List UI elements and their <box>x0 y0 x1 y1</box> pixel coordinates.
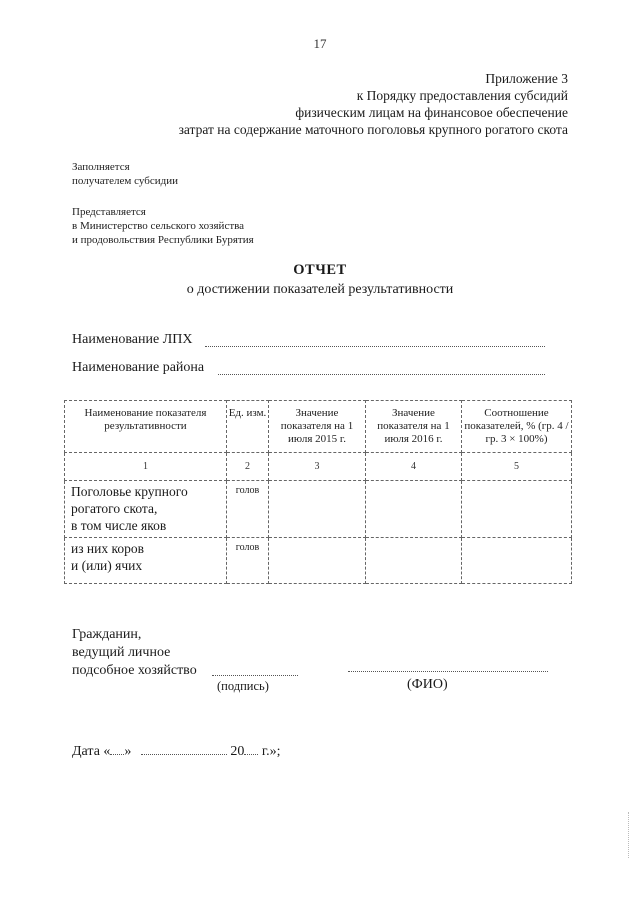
indicator-name-cell: Поголовье крупного рогатого скота, в том числе яков <box>65 481 227 538</box>
full-name-caption: (ФИО) <box>407 677 448 692</box>
signature-line-3: подсобное хозяйство <box>72 663 197 678</box>
column-number: 2 <box>227 453 269 481</box>
date-quote-close: » <box>124 744 132 759</box>
table-row <box>65 538 572 584</box>
signature-field[interactable] <box>212 675 298 676</box>
signature-block <box>72 626 197 680</box>
lph-name-label: Наименование ЛПХ <box>72 332 193 347</box>
ratio-cell[interactable] <box>462 481 572 538</box>
signature-caption: (подпись) <box>217 679 269 693</box>
signature-line-1: Гражданин, <box>72 627 142 642</box>
unit-cell: голов <box>227 481 269 538</box>
header-unit: Ед. изм. <box>227 401 269 453</box>
indicators-table <box>64 400 572 584</box>
column-number: 5 <box>462 453 572 481</box>
table-row <box>65 481 572 538</box>
filled-by-line-1: Заполняется <box>72 161 130 173</box>
day-field[interactable] <box>110 754 124 755</box>
report-subtitle: о достижении показателей результативности <box>186 282 454 297</box>
column-number-row <box>65 453 572 481</box>
header-ratio: Соотношение показателей, % (гр. 4 / гр. 3 × 100%) <box>462 401 572 453</box>
value-2015-cell[interactable] <box>269 538 366 584</box>
appendix-heading <box>179 70 568 138</box>
value-2016-cell[interactable] <box>366 538 462 584</box>
column-number: 3 <box>269 453 366 481</box>
year-field[interactable] <box>244 754 258 755</box>
appendix-line-2: к Порядку предоставления субсидий <box>356 88 568 103</box>
signature-line-2: ведущий личное <box>72 645 171 660</box>
appendix-line-3: физическим лицам на финансовое обеспечение <box>295 105 568 120</box>
value-2015-cell[interactable] <box>269 481 366 538</box>
district-name-label: Наименование района <box>72 360 205 375</box>
submitted-to-line-1: Представляется <box>72 206 146 218</box>
filled-by-note <box>72 160 178 188</box>
filled-by-line-2: получателем субсидии <box>72 175 178 187</box>
month-field[interactable] <box>141 754 227 755</box>
submitted-to-note <box>72 205 254 247</box>
header-value-2016: Значение показателя на 1 июля 2016 г. <box>366 401 462 453</box>
column-number: 4 <box>366 453 462 481</box>
year-prefix: 20 <box>230 744 245 759</box>
indicator-name-cell: из них коров и (или) ячих <box>65 538 227 584</box>
table-header-row <box>65 401 572 453</box>
date-line <box>72 744 280 760</box>
submitted-to-line-3: и продовольствия Республики Бурятия <box>72 234 254 246</box>
header-value-2015: Значение показателя на 1 июля 2015 г. <box>269 401 366 453</box>
ratio-cell[interactable] <box>462 538 572 584</box>
header-indicator-name: Наименование показателя результативности <box>65 401 227 453</box>
date-suffix: г.»; <box>261 744 281 759</box>
submitted-to-line-2: в Министерство сельского хозяйства <box>72 220 245 232</box>
report-title: ОТЧЕТ <box>293 262 347 278</box>
full-name-field[interactable] <box>348 671 548 672</box>
unit-cell: голов <box>227 538 269 584</box>
scan-edge-marks <box>628 812 631 858</box>
page-number: 17 <box>313 36 327 51</box>
appendix-line-1: Приложение 3 <box>485 71 568 86</box>
lph-name-field[interactable] <box>205 346 545 347</box>
appendix-line-4: затрат на содержание маточного поголовья крупного рогатого скота <box>178 122 568 137</box>
value-2016-cell[interactable] <box>366 481 462 538</box>
date-prefix: Дата « <box>72 744 111 759</box>
district-name-field[interactable] <box>218 374 545 375</box>
column-number: 1 <box>65 453 227 481</box>
